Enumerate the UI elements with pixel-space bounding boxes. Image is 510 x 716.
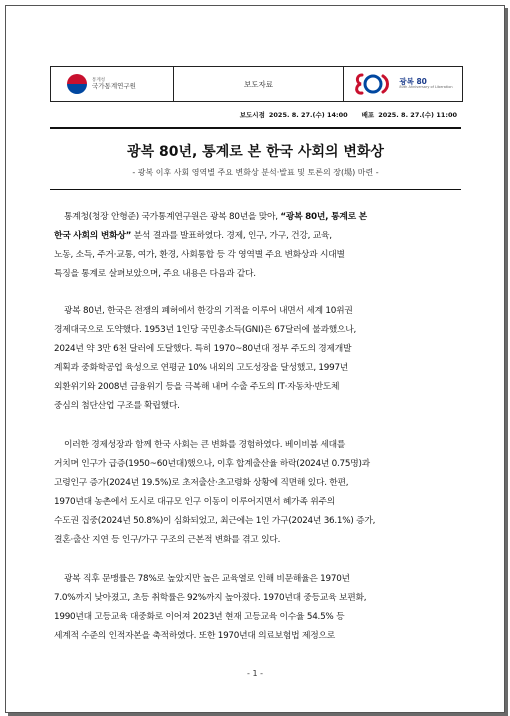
paragraph-economy (54, 302, 466, 416)
paragraph-line: 고령인구 증가(2024년 19.5%)로 초저출산·초고령화 상황에 직면해 있다. 한편, (54, 478, 349, 488)
release-timing (54, 110, 457, 119)
paragraph-line: 1990년대 고등교육 대중화로 이어져 2023년 현재 고등교육 이수율 54.5% 등 (54, 612, 345, 622)
anniversary-title: 광복 80 (399, 76, 427, 86)
release-time-label: 보도시점 (239, 111, 265, 119)
anniversary-subtitle: 80th Anniversary of Liberation (399, 85, 453, 90)
paragraph-line: 2024년 약 3만 6천 달러에 도달했다. 특히 1970~80년대 정부 주도의 경제개발 (54, 344, 352, 354)
page-title: 광복 80년, 통계로 본 한국 사회의 변화상 (127, 144, 384, 160)
anniversary-80-emblem-icon (353, 72, 393, 96)
distribution-time-label: 배포 (361, 111, 375, 119)
org-name: 국가통계연구원 (92, 81, 136, 90)
org-parent-name: 통계청 (92, 77, 106, 83)
paragraph-line: 경제대국으로 도약했다. 1953년 1인당 국민총소득(GNI)은 67달러에 불과했으나, (54, 325, 357, 335)
press-release-header (50, 66, 463, 102)
paragraph-line: 1970년대 농촌에서 도시로 대규모 인구 이동이 이루어지면서 혜가족 위주의 (54, 497, 335, 507)
taegeuk-emblem-icon (67, 74, 87, 94)
paragraph-intro (54, 208, 466, 284)
paragraph-line: 노동, 소득, 주거·교통, 여가, 환경, 사회통합 등 각 영역별 주요 변화상과 시대별 (54, 250, 345, 260)
emphasized-text: “광복 80년, 통계로 본 (280, 212, 367, 222)
paragraph-line: 7.0%까지 낮아졌고, 초등 취학률은 92%까지 높아졌다. 1970년대 중등교육 보편화, (54, 593, 367, 603)
page-subtitle: - 광복 이후 사회 영역별 주요 변화상 분석·발표 및 토론의 장(場) 마련 - (132, 168, 379, 177)
org-logo-block (51, 67, 173, 101)
paragraph-line: 세계적 수준의 인적자본을 축적하였다. 또한 1970년대 의료보험법 제정으로 (54, 631, 335, 641)
text-run: 분석 결과를 발표하였다. 경제, 인구, 가구, 건강, 교육, (131, 231, 332, 241)
distribution-time-value: 2025. 8. 27.(수) 11:00 (378, 111, 457, 119)
paragraph-line: 계획과 중화학공업 육성으로 연평균 10% 내외의 고도성장을 달성했고, 1997년 (54, 363, 349, 373)
title-bottom-rule (50, 189, 461, 190)
text-run: 통계청(청장 안형준) 국가통계연구원은 광복 80년을 맞아, (64, 212, 281, 222)
page-number: - 1 - (247, 669, 263, 678)
title-top-rule (50, 127, 461, 129)
paragraph-line: 외환위기와 2008년 금융위기 등을 극복해 내며 수출 주도의 IT·자동차·반도체 (54, 382, 340, 392)
paragraph-line: 중심의 첨단산업 구조를 확립했다. (54, 401, 180, 411)
paragraph-line: 수도권 집중(2024년 50.8%)이 심화되었고, 최근에는 1인 가구(2024년 36.1%) 증가, (54, 516, 376, 526)
document-type: 보도자료 (173, 67, 344, 101)
document-page (5, 5, 505, 713)
paragraph-line: 이러한 경제성장과 함께 한국 사회는 큰 변화를 경험하였다. 베이비붐 세대를 (64, 440, 346, 450)
paragraph-line: 광복 80년, 한국은 전쟁의 폐허에서 한강의 기적을 이루어 내면서 세계 10위권 (64, 306, 353, 316)
paragraph-line: 광복 직후 문맹률은 78%로 높았지만 높은 교육열로 인해 비문해율은 1970년 (64, 574, 350, 584)
paragraph-line: 거치며 인구가 급증(1950~60년대)했으나, 이후 합계출산율 하락(2024년 0.75명)과 (54, 459, 370, 469)
release-time-value: 2025. 8. 27.(수) 14:00 (268, 111, 348, 119)
paragraph-line (54, 227, 466, 246)
paragraph-line: 특징을 통계로 살펴보았으며, 주요 내용은 다음과 같다. (54, 269, 256, 279)
paragraph-line: 결혼·출산 지연 등 인구/가구 구조의 근본적 변화를 겪고 있다. (54, 535, 281, 545)
emphasized-text: 한국 사회의 변화상” (54, 231, 132, 241)
paragraph-education (54, 570, 466, 646)
anniversary-logo-block (344, 67, 462, 101)
paragraph-population (54, 436, 466, 550)
paragraph-line (54, 208, 466, 227)
